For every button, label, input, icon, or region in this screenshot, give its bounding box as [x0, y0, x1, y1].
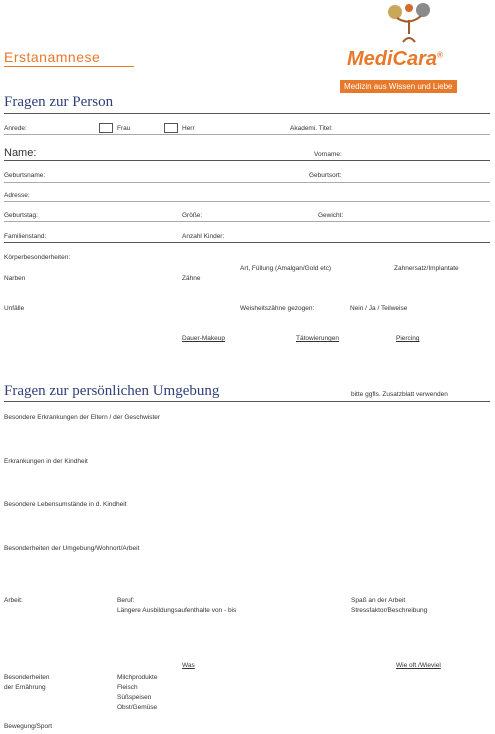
- label-zaehne: Zähne: [182, 275, 201, 282]
- label-ausbildung: Längere Ausbildungsaufenthalte von - bis: [117, 607, 237, 614]
- label-bewegung: Bewegung/Sport: [4, 723, 53, 730]
- logo-name: MediCara®: [347, 48, 443, 70]
- label-umgebung: Besonderheiten der Umgebung/Wohnort/Arbeit: [4, 545, 140, 552]
- section-rule: [4, 401, 490, 402]
- label-familienstand: Familienstand:: [4, 233, 47, 240]
- section-heading-person: Fragen zur Person: [4, 94, 114, 110]
- label-vorname: Vorname:: [314, 151, 342, 158]
- field-line: [4, 160, 490, 161]
- label-zahnersatz: Zahnersatz/Implantate: [394, 265, 459, 272]
- label-zusatzblatt-hint: bitte ggfls. Zusatzblatt verwenden: [351, 391, 448, 398]
- section-heading-umgebung: Fragen zur persönlichen Umgebung: [4, 383, 220, 399]
- label-obst: Obst/Gemüse: [117, 704, 158, 711]
- label-frau: Frau: [117, 125, 131, 132]
- label-ernaehrung-2: der Ernährung: [4, 684, 46, 691]
- checkbox-herr[interactable]: [164, 123, 178, 133]
- label-taetowierungen: Tätowierungen: [296, 335, 339, 342]
- label-geburtsname: Geburtsname:: [4, 172, 46, 179]
- label-geburtsort: Geburtsort:: [309, 172, 342, 179]
- label-spass: Spaß an der Arbeit: [351, 597, 406, 604]
- label-milch: Milchprodukte: [117, 674, 158, 681]
- label-erkrank-kind: Erkrankungen in der Kindheit: [4, 458, 88, 465]
- section-rule: [4, 113, 490, 114]
- label-unfaelle: Unfälle: [4, 305, 25, 312]
- checkbox-frau[interactable]: [99, 123, 113, 133]
- label-weisheit: Weisheitszähne gezogen:: [240, 305, 315, 312]
- label-wie-oft: Wie oft /Wieviel: [396, 662, 441, 669]
- label-koerper: Körperbesonderheiten:: [4, 254, 71, 261]
- label-geburtstag: Geburtstag:: [4, 212, 38, 219]
- field-line: [4, 242, 490, 243]
- label-anrede: Anrede:: [4, 125, 27, 132]
- label-groesse: Größe:: [182, 212, 203, 219]
- label-titel: Akademi. Titel:: [290, 125, 333, 132]
- label-adresse: Adresse:: [4, 192, 30, 199]
- label-was: Was: [182, 662, 195, 669]
- label-arbeit: Arbeit:: [4, 597, 23, 604]
- label-suess: Süßspeisen: [117, 694, 152, 701]
- title-underline: [4, 66, 134, 67]
- label-kinder: Anzahl Kinder:: [182, 233, 225, 240]
- field-line: [4, 201, 490, 202]
- label-gewicht: Gewicht:: [318, 212, 344, 219]
- label-piercing: Piercing: [396, 335, 420, 342]
- label-fleisch: Fleisch: [117, 684, 138, 691]
- label-fuellung: Art, Füllung (Amalgan/Gold etc): [240, 265, 332, 272]
- field-line: [4, 182, 490, 183]
- label-ernaehrung: Besonderheiten: [4, 674, 50, 681]
- label-stress: Stressfaktor/Beschreibung: [351, 607, 428, 614]
- label-beruf: Beruf:: [117, 597, 135, 604]
- label-lebensumstaende: Besondere Lebensumstände in d. Kindheit: [4, 501, 127, 508]
- logo-figure-icon: [385, 2, 435, 44]
- field-line: [4, 134, 490, 135]
- field-line: [4, 221, 490, 222]
- label-name: Name:: [4, 147, 37, 159]
- label-erkrank-eltern: Besondere Erkrankungen der Eltern / der Geschwister: [4, 414, 161, 421]
- label-herr: Herr: [182, 125, 195, 132]
- label-narben: Narben: [4, 275, 26, 282]
- label-dauer-makeup: Dauer-Makeup: [182, 335, 225, 342]
- logo-tagline: Medizin aus Wissen und Liebe: [340, 80, 457, 93]
- form-title: Erstanamnese: [4, 49, 101, 65]
- label-nein-ja: Nein / Ja / Teilweise: [350, 305, 408, 312]
